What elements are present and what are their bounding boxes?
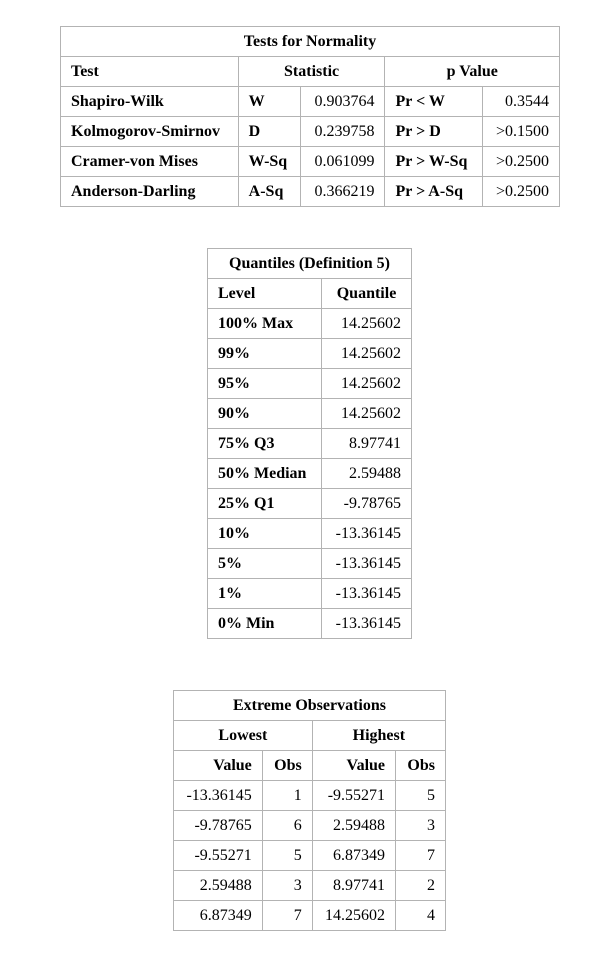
low-value: -13.36145 xyxy=(174,781,263,811)
p-value: >0.1500 xyxy=(482,117,559,147)
test-name: Kolmogorov-Smirnov xyxy=(61,117,239,147)
quantile-row xyxy=(208,549,412,579)
quantile-value: -13.36145 xyxy=(322,549,412,579)
extreme-row xyxy=(174,841,446,871)
quantile-value: -13.36145 xyxy=(322,609,412,639)
low-obs: 7 xyxy=(262,901,312,931)
high-obs: 3 xyxy=(396,811,446,841)
header-low-obs: Obs xyxy=(262,751,312,781)
stat-name: W xyxy=(238,87,300,117)
quantile-row xyxy=(208,459,412,489)
extremes-table xyxy=(173,690,446,931)
high-value: -9.55271 xyxy=(312,781,395,811)
low-value: 2.59488 xyxy=(174,871,263,901)
extremes-title: Extreme Observations xyxy=(174,691,446,721)
low-obs: 5 xyxy=(262,841,312,871)
p-label: Pr > W-Sq xyxy=(385,147,482,177)
quantile-value: 14.25602 xyxy=(322,399,412,429)
quantile-value: 2.59488 xyxy=(322,459,412,489)
p-value: >0.2500 xyxy=(482,147,559,177)
stat-name: W-Sq xyxy=(238,147,300,177)
low-value: -9.78765 xyxy=(174,811,263,841)
quantiles-title: Quantiles (Definition 5) xyxy=(208,249,412,279)
quantile-row xyxy=(208,399,412,429)
test-name: Anderson-Darling xyxy=(61,177,239,207)
quantile-row xyxy=(208,309,412,339)
header-high-value: Value xyxy=(312,751,395,781)
quantiles-table xyxy=(207,248,412,639)
normality-row xyxy=(61,117,560,147)
high-value: 6.87349 xyxy=(312,841,395,871)
normality-row xyxy=(61,147,560,177)
normality-title: Tests for Normality xyxy=(61,27,560,57)
quantile-level: 90% xyxy=(208,399,322,429)
header-test: Test xyxy=(61,57,239,87)
quantile-row xyxy=(208,339,412,369)
stat-name: A-Sq xyxy=(238,177,300,207)
quantile-level: 50% Median xyxy=(208,459,322,489)
quantile-value: 14.25602 xyxy=(322,309,412,339)
high-value: 14.25602 xyxy=(312,901,395,931)
quantile-value: -13.36145 xyxy=(322,579,412,609)
quantile-level: 1% xyxy=(208,579,322,609)
low-obs: 6 xyxy=(262,811,312,841)
header-level: Level xyxy=(208,279,322,309)
quantile-value: 8.97741 xyxy=(322,429,412,459)
quantile-row xyxy=(208,369,412,399)
quantile-value: 14.25602 xyxy=(322,339,412,369)
stat-name: D xyxy=(238,117,300,147)
quantile-row xyxy=(208,429,412,459)
low-obs: 3 xyxy=(262,871,312,901)
quantile-level: 95% xyxy=(208,369,322,399)
p-value: 0.3544 xyxy=(482,87,559,117)
normality-row xyxy=(61,87,560,117)
high-obs: 2 xyxy=(396,871,446,901)
test-name: Cramer-von Mises xyxy=(61,147,239,177)
p-label: Pr > D xyxy=(385,117,482,147)
high-value: 8.97741 xyxy=(312,871,395,901)
p-value: >0.2500 xyxy=(482,177,559,207)
normality-row xyxy=(61,177,560,207)
header-low-value: Value xyxy=(174,751,263,781)
quantile-value: -9.78765 xyxy=(322,489,412,519)
low-value: -9.55271 xyxy=(174,841,263,871)
header-statistic: Statistic xyxy=(238,57,385,87)
header-lowest: Lowest xyxy=(174,721,313,751)
stat-value: 0.239758 xyxy=(300,117,385,147)
quantile-level: 10% xyxy=(208,519,322,549)
quantile-row xyxy=(208,489,412,519)
quantile-level: 100% Max xyxy=(208,309,322,339)
quantile-row xyxy=(208,609,412,639)
extreme-row xyxy=(174,871,446,901)
quantile-level: 0% Min xyxy=(208,609,322,639)
stat-value: 0.061099 xyxy=(300,147,385,177)
header-high-obs: Obs xyxy=(396,751,446,781)
quantile-level: 25% Q1 xyxy=(208,489,322,519)
quantile-value: -13.36145 xyxy=(322,519,412,549)
low-obs: 1 xyxy=(262,781,312,811)
quantile-level: 99% xyxy=(208,339,322,369)
extreme-row xyxy=(174,781,446,811)
high-value: 2.59488 xyxy=(312,811,395,841)
header-highest: Highest xyxy=(312,721,445,751)
header-quantile: Quantile xyxy=(322,279,412,309)
extreme-row xyxy=(174,811,446,841)
quantile-level: 75% Q3 xyxy=(208,429,322,459)
normality-table xyxy=(60,26,560,207)
quantile-level: 5% xyxy=(208,549,322,579)
quantile-row xyxy=(208,579,412,609)
high-obs: 7 xyxy=(396,841,446,871)
p-label: Pr < W xyxy=(385,87,482,117)
high-obs: 5 xyxy=(396,781,446,811)
stat-value: 0.366219 xyxy=(300,177,385,207)
quantile-row xyxy=(208,519,412,549)
header-pvalue: p Value xyxy=(385,57,560,87)
extreme-row xyxy=(174,901,446,931)
test-name: Shapiro-Wilk xyxy=(61,87,239,117)
stat-value: 0.903764 xyxy=(300,87,385,117)
high-obs: 4 xyxy=(396,901,446,931)
quantile-value: 14.25602 xyxy=(322,369,412,399)
p-label: Pr > A-Sq xyxy=(385,177,482,207)
low-value: 6.87349 xyxy=(174,901,263,931)
